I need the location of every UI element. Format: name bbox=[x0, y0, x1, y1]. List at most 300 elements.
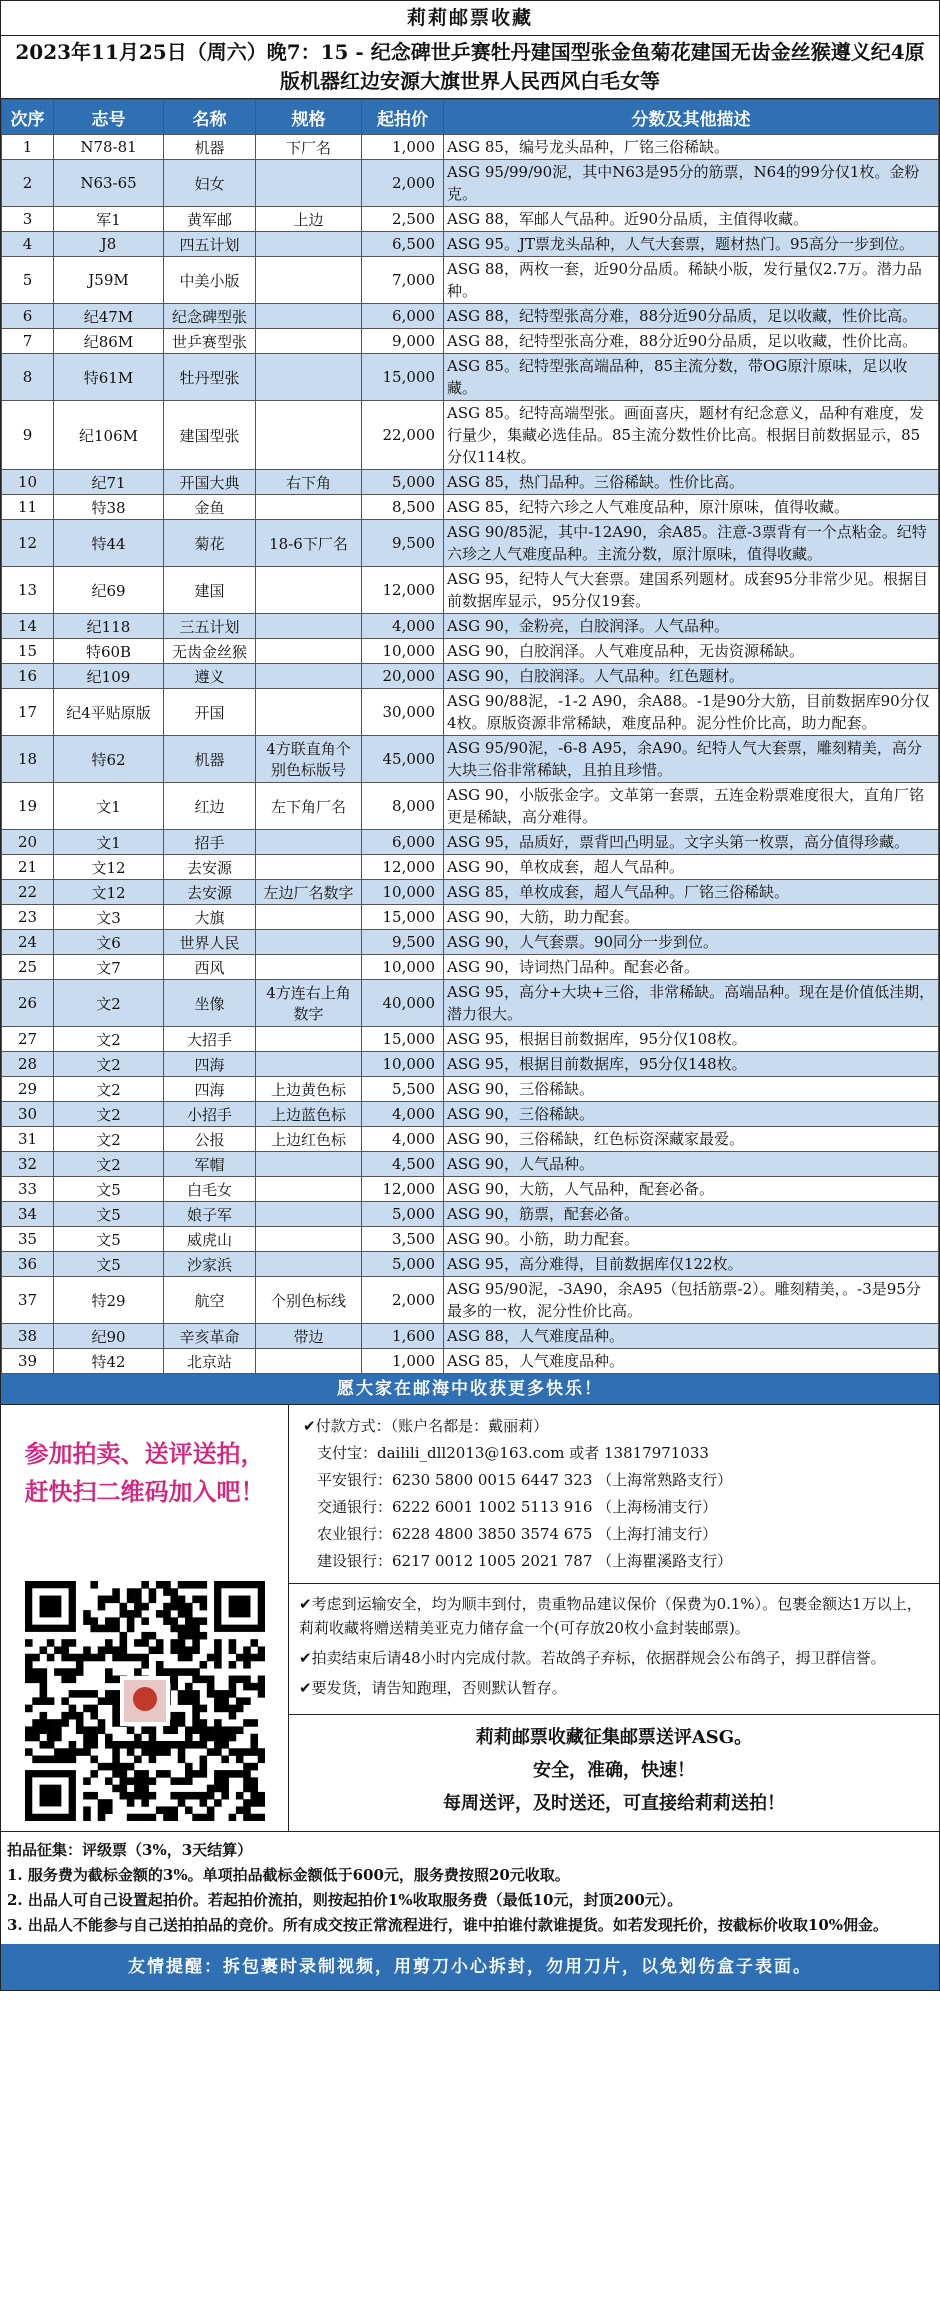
lot-name: 四海 bbox=[164, 1052, 256, 1077]
lot-table-body bbox=[2, 135, 939, 1374]
lot-description: ASG 90，三俗稀缺。 bbox=[444, 1102, 939, 1127]
lot-description: ASG 95，根据目前数据库，95分仅148枚。 bbox=[444, 1052, 939, 1077]
lot-description: ASG 95/90泥，-6-8 A95，余A90。纪特人气大套票，雕刻精美，高分大块三俗非常稀缺，且拍且珍惜。 bbox=[444, 736, 939, 783]
table-row bbox=[2, 329, 939, 354]
lot-order: 1 bbox=[2, 135, 54, 160]
table-row bbox=[2, 1324, 939, 1349]
lot-code: 文12 bbox=[54, 880, 164, 905]
slogan-line: 每周送评，及时送还，可直接给莉莉送拍！ bbox=[443, 1793, 785, 1814]
col-header-desc: 分数及其他描述 bbox=[444, 100, 939, 135]
col-header-price: 起拍价 bbox=[362, 100, 444, 135]
lot-start-price: 10,000 bbox=[362, 1052, 444, 1077]
lot-order: 35 bbox=[2, 1227, 54, 1252]
table-row bbox=[2, 232, 939, 257]
lot-code: 文7 bbox=[54, 955, 164, 980]
lot-code: 文5 bbox=[54, 1202, 164, 1227]
lot-spec bbox=[256, 830, 362, 855]
table-row bbox=[2, 1202, 939, 1227]
lot-name: 航空 bbox=[164, 1277, 256, 1324]
table-row bbox=[2, 567, 939, 614]
lot-order: 5 bbox=[2, 257, 54, 304]
auction-subtitle: 2023年11月25日（周六）晚7：15 - 纪念碑世乒赛牡丹建国型张金鱼菊花建国无齿金丝猴遵义纪4原版机器红边安源大旗世界人民西风白毛女等 bbox=[1, 36, 939, 99]
lot-code: 纪106M bbox=[54, 401, 164, 470]
lot-description: ASG 88，纪特型张高分难，88分近90分品质，足以收藏，性价比高。 bbox=[444, 304, 939, 329]
lot-description: ASG 95/99/90泥，其中N63是95分的筋票，N64的99分仅1枚。金粉克。 bbox=[444, 160, 939, 207]
lot-spec: 上边红色标 bbox=[256, 1127, 362, 1152]
table-row bbox=[2, 689, 939, 736]
lot-spec: 18-6下厂名 bbox=[256, 520, 362, 567]
lot-code: 军1 bbox=[54, 207, 164, 232]
lot-name: 机器 bbox=[164, 135, 256, 160]
col-header-order: 次序 bbox=[2, 100, 54, 135]
lot-name: 北京站 bbox=[164, 1349, 256, 1374]
col-header-name: 名称 bbox=[164, 100, 256, 135]
lot-description: ASG 90，三俗稀缺，红色标资深藏家最爱。 bbox=[444, 1127, 939, 1152]
lot-code: 文2 bbox=[54, 1152, 164, 1177]
lot-code: 文12 bbox=[54, 855, 164, 880]
lot-spec bbox=[256, 567, 362, 614]
lot-description: ASG 85，纪特六珍之人气难度品种，原汁原味，值得收藏。 bbox=[444, 495, 939, 520]
lot-name: 建国型张 bbox=[164, 401, 256, 470]
rule-item: 3. 出品人不能参与自己送拍拍品的竞价。所有成交按正常流程进行，谁中拍谁付款谁提货。如若发现托价，按截标价收取10%佣金。 bbox=[7, 1916, 889, 1934]
lot-spec: 上边蓝色标 bbox=[256, 1102, 362, 1127]
lot-spec bbox=[256, 1349, 362, 1374]
lot-name: 金鱼 bbox=[164, 495, 256, 520]
lot-spec: 带边 bbox=[256, 1324, 362, 1349]
lot-name: 招手 bbox=[164, 830, 256, 855]
lot-code: 特42 bbox=[54, 1349, 164, 1374]
lot-spec bbox=[256, 1227, 362, 1252]
lot-order: 26 bbox=[2, 980, 54, 1027]
lot-spec bbox=[256, 1177, 362, 1202]
lot-code: 特60B bbox=[54, 639, 164, 664]
rule-item: 2. 出品人可自己设置起拍价。若起拍价流拍，则按起拍价1%收取服务费（最低10元，封顶200元）。 bbox=[7, 1891, 683, 1909]
lot-order: 34 bbox=[2, 1202, 54, 1227]
alipay-line: 支付宝：dailili_dll2013@163.com 或者 13817971033 bbox=[317, 1444, 709, 1462]
bank-line: 农业银行：6228 4800 3850 3574 675 （上海打浦支行） bbox=[317, 1525, 718, 1543]
lot-start-price: 9,000 bbox=[362, 329, 444, 354]
table-row bbox=[2, 1349, 939, 1374]
lot-description: ASG 90/85泥，其中-12A90，余A85。注意-3票背有一个点粘金。纪特六珍之人气难度品种。主流分数，原汁原味，值得收藏。 bbox=[444, 520, 939, 567]
lot-order: 7 bbox=[2, 329, 54, 354]
lot-name: 大招手 bbox=[164, 1027, 256, 1052]
payment-panel bbox=[289, 1405, 939, 1831]
lot-start-price: 10,000 bbox=[362, 955, 444, 980]
lot-start-price: 5,000 bbox=[362, 1252, 444, 1277]
lot-order: 32 bbox=[2, 1152, 54, 1177]
lot-name: 牡丹型张 bbox=[164, 354, 256, 401]
lot-order: 2 bbox=[2, 160, 54, 207]
table-row bbox=[2, 520, 939, 567]
lot-order: 15 bbox=[2, 639, 54, 664]
table-row bbox=[2, 304, 939, 329]
lot-start-price: 1,000 bbox=[362, 135, 444, 160]
lot-order: 30 bbox=[2, 1102, 54, 1127]
lot-description: ASG 88，人气难度品种。 bbox=[444, 1324, 939, 1349]
lot-name: 坐像 bbox=[164, 980, 256, 1027]
lot-start-price: 12,000 bbox=[362, 855, 444, 880]
table-row bbox=[2, 1102, 939, 1127]
lot-code: 文2 bbox=[54, 980, 164, 1027]
lot-code: 纪118 bbox=[54, 614, 164, 639]
lot-name: 四海 bbox=[164, 1077, 256, 1102]
lot-order: 21 bbox=[2, 855, 54, 880]
table-row bbox=[2, 160, 939, 207]
lot-description: ASG 95/90泥，-3A90，余A95（包括筋票-2）。雕刻精美，。-3是95分最多的一枚，泥分性价比高。 bbox=[444, 1277, 939, 1324]
lot-spec bbox=[256, 955, 362, 980]
rules-heading: 拍品征集：评级票（3%，3天结算） bbox=[7, 1841, 253, 1859]
lot-spec bbox=[256, 495, 362, 520]
lot-order: 29 bbox=[2, 1077, 54, 1102]
lot-description: ASG 90，单枚成套，超人气品种。 bbox=[444, 855, 939, 880]
lot-name: 纪念碑型张 bbox=[164, 304, 256, 329]
table-row bbox=[2, 1152, 939, 1177]
table-row bbox=[2, 736, 939, 783]
lot-start-price: 6,000 bbox=[362, 830, 444, 855]
lot-order: 17 bbox=[2, 689, 54, 736]
slogan-line: 安全，准确，快速！ bbox=[533, 1760, 695, 1781]
join-line-2: 赶快扫二维码加入吧！ bbox=[24, 1477, 265, 1506]
lot-description: ASG 88，两枚一套，近90分品质。稀缺小版，发行量仅2.7万。潜力品种。 bbox=[444, 257, 939, 304]
lot-spec bbox=[256, 689, 362, 736]
table-row bbox=[2, 783, 939, 830]
lot-start-price: 45,000 bbox=[362, 736, 444, 783]
lot-order: 22 bbox=[2, 880, 54, 905]
lot-spec bbox=[256, 664, 362, 689]
lot-code: 文3 bbox=[54, 905, 164, 930]
lot-start-price: 30,000 bbox=[362, 689, 444, 736]
table-row bbox=[2, 980, 939, 1027]
lot-name: 去安源 bbox=[164, 880, 256, 905]
lot-code: 特38 bbox=[54, 495, 164, 520]
lot-order: 38 bbox=[2, 1324, 54, 1349]
lot-name: 四五计划 bbox=[164, 232, 256, 257]
lot-start-price: 22,000 bbox=[362, 401, 444, 470]
lot-spec bbox=[256, 1202, 362, 1227]
lot-order: 6 bbox=[2, 304, 54, 329]
lot-spec bbox=[256, 855, 362, 880]
lot-code: 纪47M bbox=[54, 304, 164, 329]
lot-start-price: 9,500 bbox=[362, 930, 444, 955]
lot-spec bbox=[256, 354, 362, 401]
lot-name: 公报 bbox=[164, 1127, 256, 1152]
lot-start-price: 4,000 bbox=[362, 614, 444, 639]
lot-spec bbox=[256, 1027, 362, 1052]
lot-spec bbox=[256, 232, 362, 257]
lot-start-price: 12,000 bbox=[362, 567, 444, 614]
lot-description: ASG 90，大筋，人气品种，配套必备。 bbox=[444, 1177, 939, 1202]
table-row bbox=[2, 1177, 939, 1202]
lot-order: 14 bbox=[2, 614, 54, 639]
lot-order: 9 bbox=[2, 401, 54, 470]
lot-code: J59M bbox=[54, 257, 164, 304]
table-row bbox=[2, 639, 939, 664]
lot-start-price: 2,000 bbox=[362, 1277, 444, 1324]
lot-name: 大旗 bbox=[164, 905, 256, 930]
lot-spec: 个别色标线 bbox=[256, 1277, 362, 1324]
lot-code: 文2 bbox=[54, 1102, 164, 1127]
lot-table bbox=[1, 99, 939, 1374]
lot-spec bbox=[256, 905, 362, 930]
table-row bbox=[2, 1077, 939, 1102]
table-row bbox=[2, 1252, 939, 1277]
lot-start-price: 9,500 bbox=[362, 520, 444, 567]
lot-description: ASG 90，人气套票。90同分一步到位。 bbox=[444, 930, 939, 955]
lot-start-price: 8,000 bbox=[362, 783, 444, 830]
lot-start-price: 5,500 bbox=[362, 1077, 444, 1102]
join-line-1: 参加拍卖、送评送拍， bbox=[24, 1439, 265, 1468]
lot-description: ASG 90，三俗稀缺。 bbox=[444, 1077, 939, 1102]
lot-code: 纪109 bbox=[54, 664, 164, 689]
lot-spec bbox=[256, 257, 362, 304]
lot-code: 文2 bbox=[54, 1077, 164, 1102]
lot-start-price: 5,000 bbox=[362, 1202, 444, 1227]
lot-code: J8 bbox=[54, 232, 164, 257]
lot-name: 黄军邮 bbox=[164, 207, 256, 232]
payment-title: ✔付款方式：（账户名都是：戴丽莉） bbox=[303, 1417, 549, 1435]
lot-name: 小招手 bbox=[164, 1102, 256, 1127]
table-row bbox=[2, 257, 939, 304]
lot-start-price: 8,500 bbox=[362, 495, 444, 520]
lot-description: ASG 90，白胶润泽。人气难度品种，无齿资源稀缺。 bbox=[444, 639, 939, 664]
lot-order: 10 bbox=[2, 470, 54, 495]
lot-description: ASG 95，根据目前数据库，95分仅108枚。 bbox=[444, 1027, 939, 1052]
lot-order: 25 bbox=[2, 955, 54, 980]
lot-order: 12 bbox=[2, 520, 54, 567]
table-row bbox=[2, 207, 939, 232]
lot-description: ASG 90，小版张金字。文革第一套票，五连金粉票难度很大，直角厂铭更是稀缺，高分难得。 bbox=[444, 783, 939, 830]
lot-start-price: 7,000 bbox=[362, 257, 444, 304]
lot-start-price: 4,000 bbox=[362, 1102, 444, 1127]
shipping-notes bbox=[289, 1584, 939, 1714]
lot-name: 开国 bbox=[164, 689, 256, 736]
lot-description: ASG 95，高分难得，目前数据库仅122枚。 bbox=[444, 1252, 939, 1277]
col-header-spec: 规格 bbox=[256, 100, 362, 135]
lot-order: 18 bbox=[2, 736, 54, 783]
lot-description: ASG 95，高分+大块+三俗，非常稀缺。高端品种。现在是价值低洼期，潜力很大。 bbox=[444, 980, 939, 1027]
lot-start-price: 3,500 bbox=[362, 1227, 444, 1252]
table-row bbox=[2, 1127, 939, 1152]
lot-spec bbox=[256, 329, 362, 354]
lot-spec bbox=[256, 160, 362, 207]
lot-order: 3 bbox=[2, 207, 54, 232]
lot-spec: 右下角 bbox=[256, 470, 362, 495]
lot-code: 文5 bbox=[54, 1252, 164, 1277]
lot-description: ASG 90，筋票，配套必备。 bbox=[444, 1202, 939, 1227]
table-row bbox=[2, 1277, 939, 1324]
lot-description: ASG 85，热门品种。三俗稀缺。性价比高。 bbox=[444, 470, 939, 495]
lot-spec: 左下角厂名 bbox=[256, 783, 362, 830]
lot-code: 文6 bbox=[54, 930, 164, 955]
lot-description: ASG 85，编号龙头品种，厂铭三俗稀缺。 bbox=[444, 135, 939, 160]
lot-name: 辛亥革命 bbox=[164, 1324, 256, 1349]
table-row bbox=[2, 905, 939, 930]
lot-order: 33 bbox=[2, 1177, 54, 1202]
lot-description: ASG 95，品质好，票背凹凸明显。文字头第一枚票，高分值得珍藏。 bbox=[444, 830, 939, 855]
note-item: ✔要发货，请告知跑理，否则默认暂存。 bbox=[299, 1679, 567, 1697]
lot-spec: 左边厂名数字 bbox=[256, 880, 362, 905]
lot-code: 纪71 bbox=[54, 470, 164, 495]
lot-spec bbox=[256, 304, 362, 329]
lot-name: 西风 bbox=[164, 955, 256, 980]
lot-code: 文1 bbox=[54, 783, 164, 830]
table-row bbox=[2, 135, 939, 160]
lot-code: 纪69 bbox=[54, 567, 164, 614]
lot-description: ASG 85。纪特型张高端品种，85主流分数，带OG原汁原味，足以收藏。 bbox=[444, 354, 939, 401]
lot-name: 遵义 bbox=[164, 664, 256, 689]
lot-name: 威虎山 bbox=[164, 1227, 256, 1252]
lot-spec bbox=[256, 639, 362, 664]
lot-start-price: 6,000 bbox=[362, 304, 444, 329]
lot-order: 13 bbox=[2, 567, 54, 614]
table-row bbox=[2, 880, 939, 905]
join-panel bbox=[1, 1405, 289, 1831]
lot-order: 28 bbox=[2, 1052, 54, 1077]
lot-order: 4 bbox=[2, 232, 54, 257]
table-row bbox=[2, 1027, 939, 1052]
lot-name: 三五计划 bbox=[164, 614, 256, 639]
lot-spec: 上边 bbox=[256, 207, 362, 232]
lot-name: 白毛女 bbox=[164, 1177, 256, 1202]
lot-code: N63-65 bbox=[54, 160, 164, 207]
lot-start-price: 15,000 bbox=[362, 905, 444, 930]
lot-code: 文5 bbox=[54, 1177, 164, 1202]
lot-start-price: 2,500 bbox=[362, 207, 444, 232]
lot-start-price: 4,000 bbox=[362, 1127, 444, 1152]
lot-name: 开国大典 bbox=[164, 470, 256, 495]
lot-spec bbox=[256, 1052, 362, 1077]
note-item: ✔拍卖结束后请48小时内完成付款。若故鸽子弃标，依据群规会公布鸽子，拇卫群信誉。 bbox=[299, 1649, 886, 1667]
table-row bbox=[2, 1052, 939, 1077]
lot-start-price: 5,000 bbox=[362, 470, 444, 495]
table-row bbox=[2, 401, 939, 470]
join-text bbox=[9, 1435, 280, 1511]
table-header-row bbox=[2, 100, 939, 135]
lot-order: 27 bbox=[2, 1027, 54, 1052]
rule-item: 1. 服务费为截标金额的3%。单项拍品截标金额低于600元，服务费按照20元收取。 bbox=[7, 1866, 570, 1884]
lot-description: ASG 90，人气品种。 bbox=[444, 1152, 939, 1177]
lot-name: 世乒赛型张 bbox=[164, 329, 256, 354]
lot-code: 文2 bbox=[54, 1027, 164, 1052]
lot-spec bbox=[256, 1152, 362, 1177]
lot-spec bbox=[256, 614, 362, 639]
lot-order: 39 bbox=[2, 1349, 54, 1374]
table-row bbox=[2, 354, 939, 401]
lot-start-price: 10,000 bbox=[362, 639, 444, 664]
lot-name: 军帽 bbox=[164, 1152, 256, 1177]
table-row bbox=[2, 614, 939, 639]
lot-description: ASG 90/88泥，-1-2 A90，余A88。-1是90分大筋，目前数据库90分仅4枚。原版资源非常稀缺，难度品种。泥分性价比高，助力配套。 bbox=[444, 689, 939, 736]
footer-reminder: 友情提醒：拆包裹时录制视频，用剪刀小心拆封，勿用刀片，以免划伤盒子表面。 bbox=[1, 1944, 939, 1990]
table-row bbox=[2, 855, 939, 880]
lot-start-price: 15,000 bbox=[362, 354, 444, 401]
payment-info bbox=[289, 1405, 939, 1584]
consignment-rules bbox=[1, 1831, 939, 1944]
lot-spec: 4方连右上角数字 bbox=[256, 980, 362, 1027]
bank-line: 建设银行：6217 0012 1005 2021 787 （上海瞿溪路支行） bbox=[317, 1552, 733, 1570]
lot-start-price: 6,500 bbox=[362, 232, 444, 257]
lot-description: ASG 85，人气难度品种。 bbox=[444, 1349, 939, 1374]
lot-spec bbox=[256, 1252, 362, 1277]
lot-name: 机器 bbox=[164, 736, 256, 783]
lot-code: 文5 bbox=[54, 1227, 164, 1252]
page-title: 莉莉邮票收藏 bbox=[1, 1, 939, 36]
lot-code: 文2 bbox=[54, 1127, 164, 1152]
lot-code: 特29 bbox=[54, 1277, 164, 1324]
lot-name: 娘子军 bbox=[164, 1202, 256, 1227]
qr-code-icon[interactable] bbox=[25, 1581, 265, 1821]
lot-name: 中美小版 bbox=[164, 257, 256, 304]
table-row bbox=[2, 1227, 939, 1252]
lot-description: ASG 85。纪特高端型张。画面喜庆，题材有纪念意义，品种有难度，发行量少，集藏必选佳品。85主流分数性价比高。根据目前数据显示，85分仅114枚。 bbox=[444, 401, 939, 470]
lot-start-price: 20,000 bbox=[362, 664, 444, 689]
lot-code: 纪90 bbox=[54, 1324, 164, 1349]
lot-order: 31 bbox=[2, 1127, 54, 1152]
lot-order: 24 bbox=[2, 930, 54, 955]
lot-order: 37 bbox=[2, 1277, 54, 1324]
lot-description: ASG 90。小筋，助力配套。 bbox=[444, 1227, 939, 1252]
bank-line: 平安银行：6230 5800 0015 6447 323 （上海常熟路支行） bbox=[317, 1471, 733, 1489]
lot-description: ASG 88，军邮人气品种。近90分品质，主值得收藏。 bbox=[444, 207, 939, 232]
lot-order: 19 bbox=[2, 783, 54, 830]
lot-name: 无齿金丝猴 bbox=[164, 639, 256, 664]
lot-description: ASG 90，大筋，助力配套。 bbox=[444, 905, 939, 930]
table-row bbox=[2, 664, 939, 689]
lot-order: 11 bbox=[2, 495, 54, 520]
lot-spec: 下厂名 bbox=[256, 135, 362, 160]
lot-start-price: 1,000 bbox=[362, 1349, 444, 1374]
lot-spec bbox=[256, 930, 362, 955]
lot-spec bbox=[256, 401, 362, 470]
lot-order: 20 bbox=[2, 830, 54, 855]
lot-code: N78-81 bbox=[54, 135, 164, 160]
lot-name: 世界人民 bbox=[164, 930, 256, 955]
lot-name: 红边 bbox=[164, 783, 256, 830]
lot-start-price: 4,500 bbox=[362, 1152, 444, 1177]
note-item: ✔考虑到运输安全，均为顺丰到付，贵重物品建议保价（保费为0.1%）。包裹金额达1万以上，莉莉收藏将赠送精美亚克力储存盒一个(可存放20枚小盒封装邮票)。 bbox=[299, 1595, 922, 1637]
lot-description: ASG 95。JT票龙头品种，人气大套票，题材热门。95高分一步到位。 bbox=[444, 232, 939, 257]
lot-name: 去安源 bbox=[164, 855, 256, 880]
lot-order: 16 bbox=[2, 664, 54, 689]
table-row bbox=[2, 830, 939, 855]
lot-name: 沙家浜 bbox=[164, 1252, 256, 1277]
table-row bbox=[2, 955, 939, 980]
lot-code: 特61M bbox=[54, 354, 164, 401]
lot-description: ASG 90，白胶润泽。人气品种。红色题材。 bbox=[444, 664, 939, 689]
lot-description: ASG 90，诗词热门品种。配套必备。 bbox=[444, 955, 939, 980]
lot-code: 文2 bbox=[54, 1052, 164, 1077]
table-row bbox=[2, 930, 939, 955]
lot-order: 8 bbox=[2, 354, 54, 401]
lot-start-price: 12,000 bbox=[362, 1177, 444, 1202]
wish-banner: 愿大家在邮海中收获更多快乐！ bbox=[1, 1374, 939, 1404]
table-row bbox=[2, 470, 939, 495]
lot-code: 文1 bbox=[54, 830, 164, 855]
lot-description: ASG 95，纪特人气大套票。建国系列题材。成套95分非常少见。根据目前数据库显示，95分仅19套。 bbox=[444, 567, 939, 614]
col-header-code: 志号 bbox=[54, 100, 164, 135]
bank-line: 交通银行：6222 6001 1002 5113 916 （上海杨浦支行） bbox=[317, 1498, 718, 1516]
lot-start-price: 2,000 bbox=[362, 160, 444, 207]
lot-description: ASG 88，纪特型张高分难，88分近90分品质，足以收藏，性价比高。 bbox=[444, 329, 939, 354]
lot-order: 23 bbox=[2, 905, 54, 930]
lot-start-price: 15,000 bbox=[362, 1027, 444, 1052]
lot-name: 菊花 bbox=[164, 520, 256, 567]
lot-name: 建国 bbox=[164, 567, 256, 614]
lot-name: 妇女 bbox=[164, 160, 256, 207]
lot-code: 特62 bbox=[54, 736, 164, 783]
lot-description: ASG 85，单枚成套，超人气品种。厂铭三俗稀缺。 bbox=[444, 880, 939, 905]
lot-code: 纪86M bbox=[54, 329, 164, 354]
